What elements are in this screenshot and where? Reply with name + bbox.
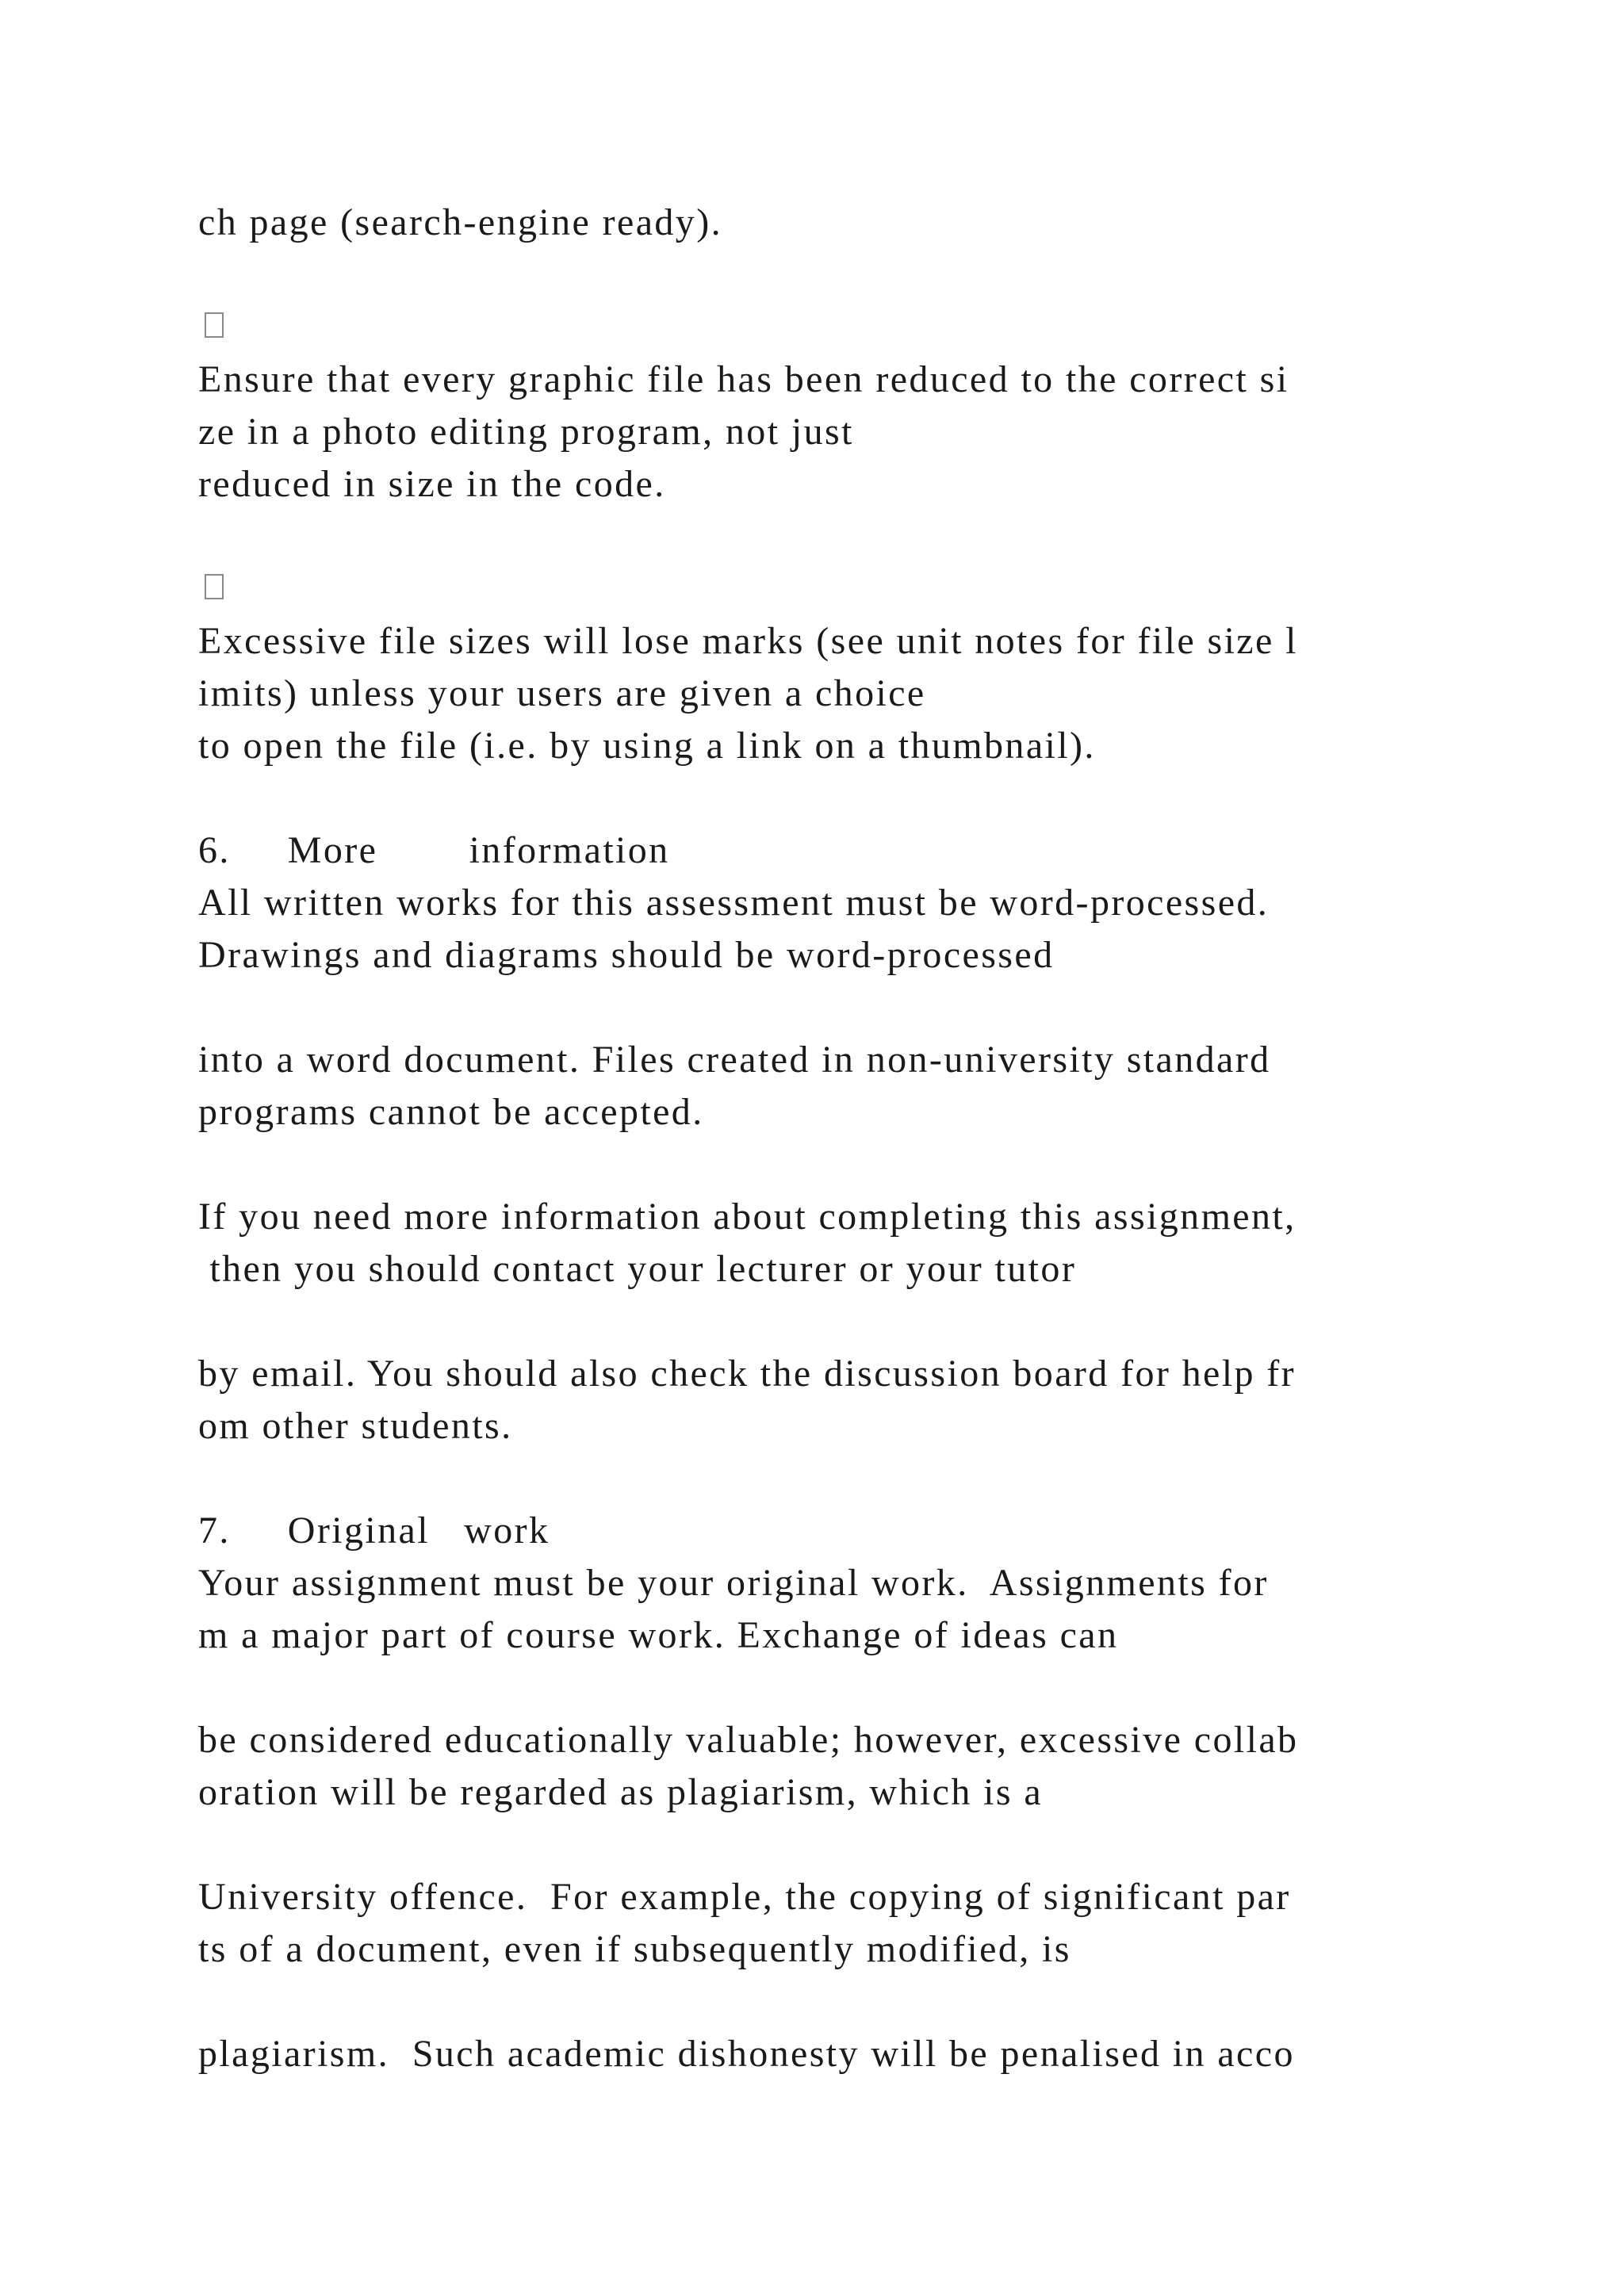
text-line: University offence. For example, the copying of significant par xyxy=(198,1876,1291,1918)
text-line: Excessive file sizes will lose marks (see unit notes for file size l xyxy=(198,620,1298,662)
text-line: oration will be regarded as plagiarism, which is a xyxy=(198,1771,1044,1813)
text-line: ze in a photo editing program, not just xyxy=(198,411,854,453)
text-line: Your assignment must be your original work. Assignments for xyxy=(198,1562,1269,1604)
text-line: then you should contact your lecturer or your tutor xyxy=(198,1248,1077,1290)
text-line: m a major part of course work. Exchange of ideas can xyxy=(198,1614,1119,1656)
text-line: plagiarism. Such academic dishonesty will be penalised in acco xyxy=(198,2033,1295,2075)
text-line: Ensure that every graphic file has been reduced to the correct si xyxy=(198,358,1289,400)
text-line: to open the file (i.e. by using a link on a thumbnail). xyxy=(198,725,1096,767)
text-line: All written works for this assessment must be word-processed. xyxy=(198,882,1270,924)
text-line: If you need more information about completing this assignment, xyxy=(198,1196,1297,1238)
bullet-placeholder-icon xyxy=(205,574,224,599)
text-line: by email. You should also check the discussion board for help fr xyxy=(198,1353,1297,1395)
text-line: reduced in size in the code. xyxy=(198,463,666,505)
bullet-placeholder-icon xyxy=(205,312,224,338)
text-line: imits) unless your users are given a choice xyxy=(198,672,926,714)
text-line: into a word document. Files created in non-university standard xyxy=(198,1039,1271,1081)
text-line: be considered educationally valuable; however, excessive collab xyxy=(198,1719,1299,1761)
text-line: programs cannot be accepted. xyxy=(198,1091,704,1133)
text-line: ts of a document, even if subsequently modified, is xyxy=(198,1928,1071,1970)
section-heading: 7. Original work xyxy=(198,1510,550,1552)
text-line: Drawings and diagrams should be word-processed xyxy=(198,934,1055,976)
text-line: ch page (search-engine ready). xyxy=(198,201,722,243)
section-heading: 6. More information xyxy=(198,829,670,871)
text-line: om other students. xyxy=(198,1405,513,1447)
